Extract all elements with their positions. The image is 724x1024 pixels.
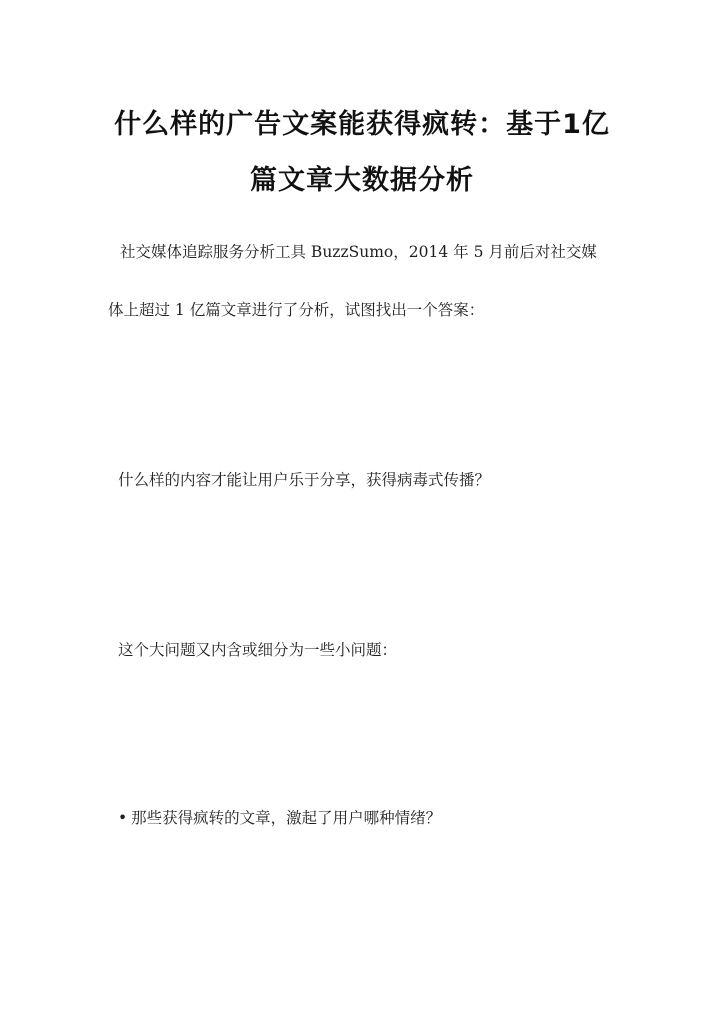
paragraph-question: 什么样的内容才能让用户乐于分享，获得病毒式传播？	[118, 471, 491, 489]
paragraph-intro-line-2: 体上超过 1 亿篇文章进行了分析，试图找出一个答案：	[108, 301, 485, 319]
paragraph-subquestions-intro: 这个大问题又内含或细分为一些小问题：	[118, 641, 398, 659]
list-item	[118, 806, 441, 828]
title-line-2: 篇文章大数据分析	[250, 165, 474, 196]
bullet-marker: •	[118, 809, 128, 827]
bullet-text: 那些获得疯转的文章，激起了用户哪种情绪？	[131, 809, 442, 827]
paragraph-intro-line-1: 社交媒体追踪服务分析工具 BuzzSumo，2014 年 5 月前后对社交媒	[120, 243, 597, 261]
title-line-1: 什么样的广告文案能获得疯转：基于1亿	[114, 109, 610, 140]
